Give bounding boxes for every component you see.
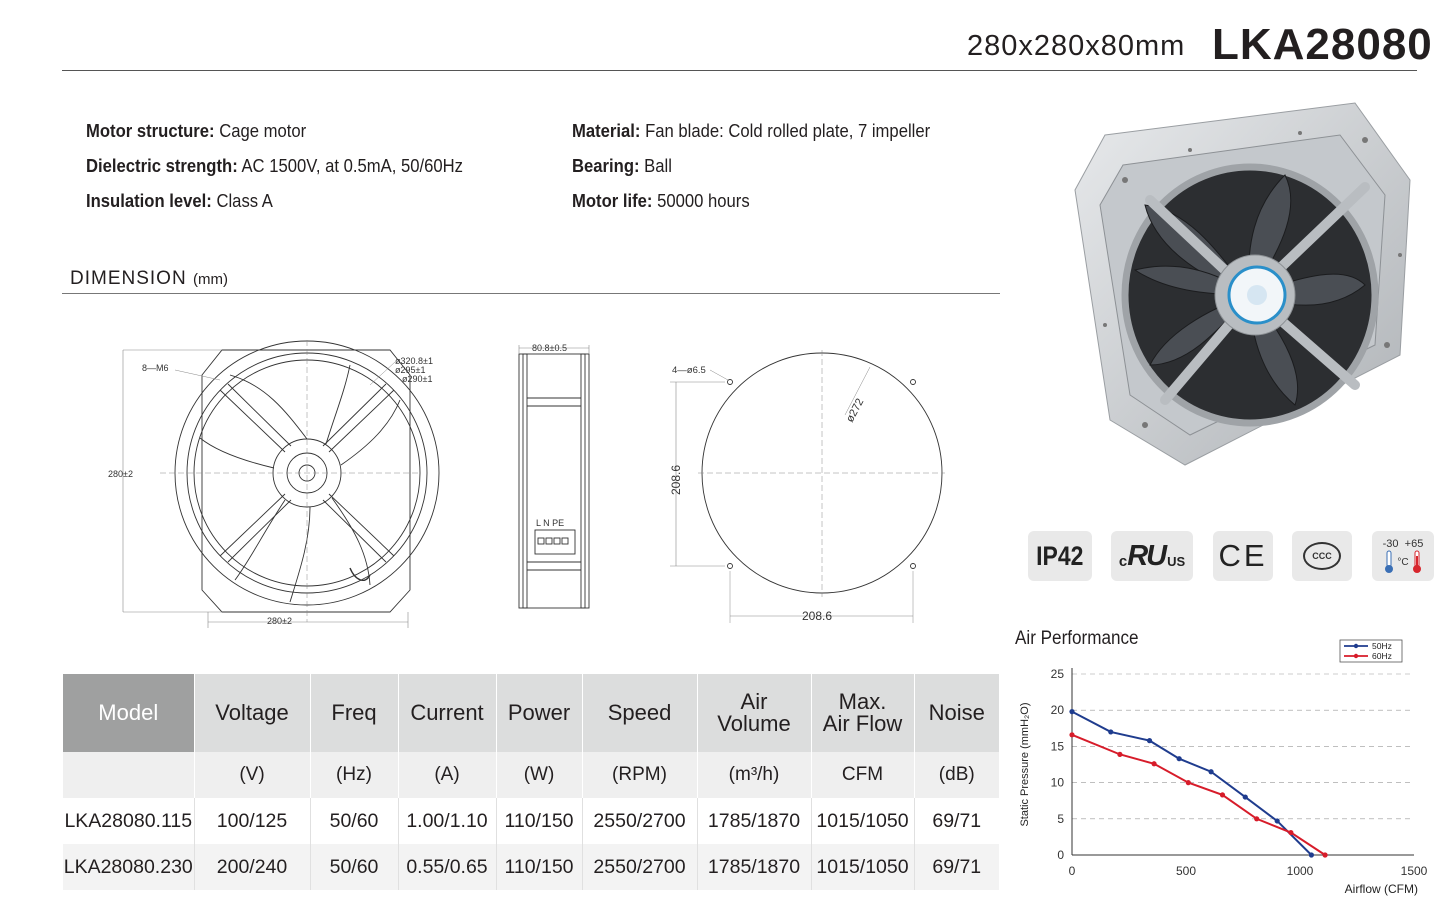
spec-motor-life: Motor life: 50000 hours: [572, 190, 750, 211]
dimension-divider: [62, 293, 1000, 294]
fan-product-image: [1065, 95, 1440, 475]
data-point-60Hz: [1069, 732, 1074, 737]
header-air-volume: Air Volume: [697, 674, 811, 752]
cutout-drawing: [660, 345, 950, 630]
y-axis-label: Static Pressure (mmH₂O): [1019, 702, 1031, 827]
series-line-60Hz: [1072, 735, 1325, 855]
unit-cell: (RPM): [582, 752, 697, 798]
unit-cell: (Hz): [310, 752, 398, 798]
x-axis-label: Airflow (CFM): [1344, 882, 1418, 896]
specs-right: [572, 113, 970, 218]
ip42-badge: IP42: [1028, 531, 1092, 581]
table-cell: 1015/1050: [811, 798, 914, 844]
product-dimensions: 280x280x80mm: [967, 30, 1186, 62]
spec-dielectric-strength: Dielectric strength: AC 1500V, at 0.5mA, 50/60Hz: [86, 155, 463, 176]
front-height-label: 280±2: [108, 469, 133, 479]
dimension-title: DIMENSION (mm): [70, 268, 228, 289]
legend-marker-50Hz: [1354, 644, 1358, 648]
table-cell: 69/71: [914, 798, 999, 844]
table-header-row: [63, 674, 999, 752]
table-cell: 1.00/1.10: [398, 798, 496, 844]
table-cell: 50/60: [310, 844, 398, 890]
ccc-mark-badge: CCC: [1292, 531, 1352, 581]
thermometer-hot-icon: [1412, 550, 1422, 574]
y-tick-label: 5: [1057, 811, 1064, 826]
data-point-60Hz: [1151, 761, 1156, 766]
table-cell: 200/240: [194, 844, 310, 890]
header-power: Power: [496, 674, 582, 752]
legend-marker-60Hz: [1354, 654, 1358, 658]
data-point-50Hz: [1208, 769, 1213, 774]
y-tick-label: 25: [1050, 667, 1064, 681]
front-width-label: 280±2: [267, 616, 292, 626]
header-model: Model: [63, 674, 194, 752]
ul-certification-badge: c RU US: [1111, 531, 1193, 581]
table-cell: 100/125: [194, 798, 310, 844]
cutout-diameter-label: ø272: [844, 396, 867, 425]
legend-label-60Hz: 60Hz: [1372, 651, 1392, 661]
specs-left: [86, 113, 505, 218]
data-point-60Hz: [1322, 852, 1327, 857]
side-depth-label: 80.8±0.5: [532, 343, 567, 353]
header-freq: Freq: [310, 674, 398, 752]
spec-bearing: Bearing: Ball: [572, 155, 672, 176]
x-tick-label: 0: [1068, 864, 1076, 878]
data-point-50Hz: [1309, 852, 1314, 857]
table-cell: 1785/1870: [697, 844, 811, 890]
front-d2-label: ø295±1: [395, 365, 426, 375]
data-point-50Hz: [1147, 738, 1152, 743]
spec-table: [63, 674, 999, 890]
spec-material: Material: Fan blade: Cold rolled plate, 7 impeller: [572, 120, 931, 141]
side-view-drawing: [510, 340, 600, 615]
data-point-50Hz: [1069, 709, 1074, 714]
header-current: Current: [398, 674, 496, 752]
data-point-50Hz: [1275, 818, 1280, 823]
ce-mark-badge: CE: [1213, 531, 1273, 581]
front-d1-label: ø320.8±1: [395, 356, 433, 366]
front-holes-label: 8—M6: [142, 363, 169, 373]
table-cell: 0.55/0.65: [398, 844, 496, 890]
data-point-50Hz: [1177, 756, 1182, 761]
thermometer-cold-icon: [1384, 550, 1394, 574]
header-voltage: Voltage: [194, 674, 310, 752]
data-point-60Hz: [1288, 830, 1293, 835]
table-cell: LKA28080.230: [63, 844, 194, 890]
unit-cell: (V): [194, 752, 310, 798]
chart-title: Air Performance: [1015, 628, 1139, 649]
unit-cell: (W): [496, 752, 582, 798]
data-point-60Hz: [1186, 780, 1191, 785]
front-view-drawing: [100, 340, 433, 630]
data-point-50Hz: [1243, 794, 1248, 799]
x-tick-label: 500: [1175, 864, 1197, 878]
temperature-range-badge: -30 +65 °C: [1372, 531, 1434, 581]
y-tick-label: 20: [1050, 703, 1064, 718]
unit-cell: (m³/h): [697, 752, 811, 798]
air-performance-chart: [1010, 640, 1450, 905]
unit-cell: (A): [398, 752, 496, 798]
table-cell: 2550/2700: [582, 844, 697, 890]
product-model: LKA28080: [1212, 20, 1433, 69]
spec-motor-structure: Motor structure: Cage motor: [86, 120, 307, 141]
x-tick-label: 1000: [1286, 864, 1314, 878]
data-point-60Hz: [1254, 816, 1259, 821]
header-noise: Noise: [914, 674, 999, 752]
y-tick-label: 10: [1050, 775, 1064, 790]
header-speed: Speed: [582, 674, 697, 752]
cutout-vertical-label: 208.6: [669, 464, 683, 495]
header-divider: [62, 70, 1417, 71]
cutout-holes-label: 4—ø6.5: [672, 365, 706, 376]
table-cell: 110/150: [496, 798, 582, 844]
table-cell: LKA28080.115: [64, 809, 193, 832]
header-max-air-flow: Max. Air Flow: [811, 674, 914, 752]
side-terminals-label: L N PE: [536, 518, 565, 528]
legend-box: [1340, 640, 1402, 662]
data-point-50Hz: [1108, 729, 1113, 734]
unit-cell: (dB): [914, 752, 999, 798]
table-cell: 50/60: [310, 798, 398, 844]
cutout-horizontal-label: 208.6: [802, 609, 833, 623]
table-row: [63, 844, 999, 890]
x-tick-label: 1500: [1400, 864, 1428, 878]
legend-label-50Hz: 50Hz: [1372, 641, 1392, 651]
y-tick-label: 15: [1050, 739, 1064, 754]
table-row: [63, 798, 999, 844]
table-cell: 110/150: [496, 844, 582, 890]
y-tick-label: 0: [1057, 848, 1064, 862]
table-units-row: [63, 752, 999, 798]
unit-cell: [63, 752, 194, 798]
spec-insulation-level: Insulation level: Class A: [86, 190, 273, 211]
table-cell: 69/71: [914, 844, 999, 890]
unit-cell: CFM: [811, 752, 914, 798]
table-cell: 1015/1050: [811, 844, 914, 890]
table-cell: 2550/2700: [582, 798, 697, 844]
front-d3-label: ø290±1: [402, 374, 433, 384]
data-point-60Hz: [1220, 792, 1225, 797]
data-point-60Hz: [1117, 752, 1122, 757]
table-cell: 1785/1870: [697, 798, 811, 844]
